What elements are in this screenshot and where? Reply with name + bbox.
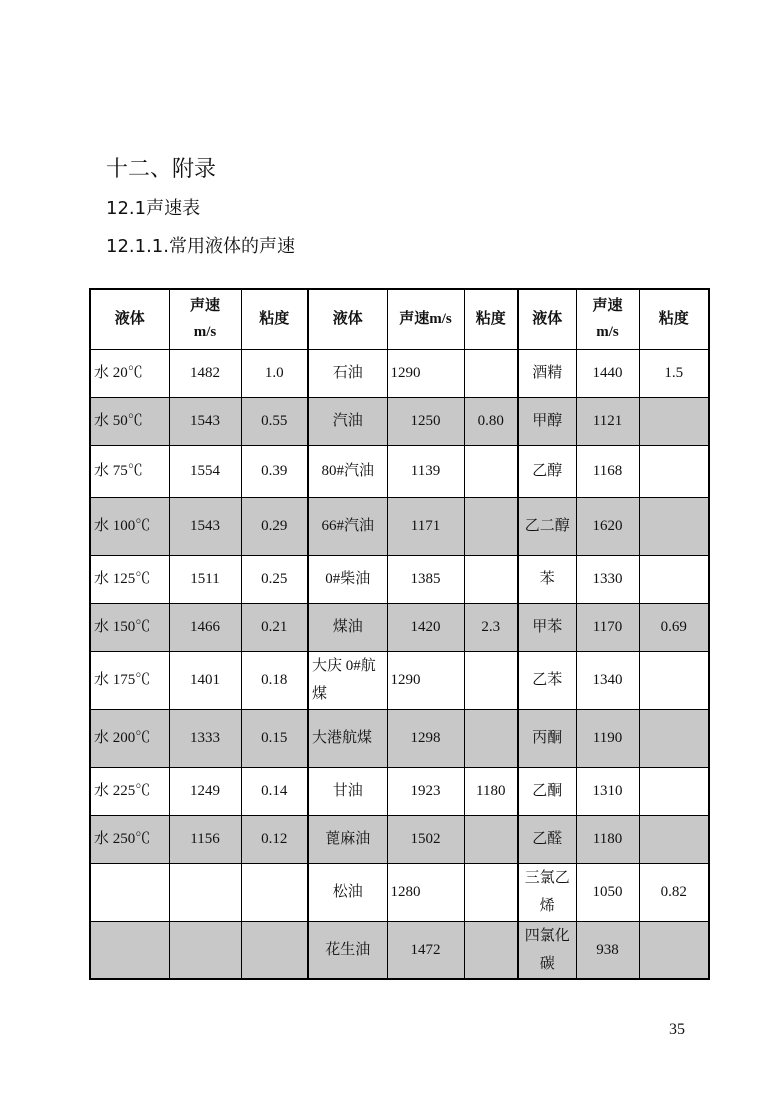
table-cell: 0.14 xyxy=(241,767,308,815)
table-cell xyxy=(241,921,308,979)
table-cell xyxy=(464,349,518,397)
table-cell: 0.82 xyxy=(639,863,709,921)
table-cell xyxy=(464,709,518,767)
table-cell: 1171 xyxy=(387,497,464,555)
table-cell: 1333 xyxy=(169,709,241,767)
table-cell: 66#汽油 xyxy=(308,497,387,555)
table-cell: 石油 xyxy=(308,349,387,397)
table-cell: 1280 xyxy=(387,863,464,921)
table-cell: 1050 xyxy=(576,863,639,921)
sound-speed-table xyxy=(89,288,710,980)
chapter-heading: 十二、附录 xyxy=(106,157,217,182)
table-row xyxy=(90,863,709,921)
table-cell: 甘油 xyxy=(308,767,387,815)
table-cell: 1298 xyxy=(387,709,464,767)
table-cell: 1190 xyxy=(576,709,639,767)
table-cell: 水 20℃ xyxy=(90,349,169,397)
table-cell: 0#柴油 xyxy=(308,555,387,603)
table-cell: 乙醛 xyxy=(518,815,576,863)
table-cell xyxy=(464,863,518,921)
table-cell: 1511 xyxy=(169,555,241,603)
table-cell: 1.5 xyxy=(639,349,709,397)
table-row xyxy=(90,767,709,815)
table-cell: 1620 xyxy=(576,497,639,555)
table-cell: 1168 xyxy=(576,445,639,497)
table-row xyxy=(90,397,709,445)
table-cell xyxy=(90,921,169,979)
table-cell: 1290 xyxy=(387,349,464,397)
table-cell: 汽油 xyxy=(308,397,387,445)
table-cell: 水 175℃ xyxy=(90,651,169,709)
table-cell: 水 125℃ xyxy=(90,555,169,603)
table-cell: 0.39 xyxy=(241,445,308,497)
table-cell: 1340 xyxy=(576,651,639,709)
section-heading: 12.1声速表 xyxy=(106,198,201,219)
header-cell: 液体 xyxy=(308,289,387,349)
table-cell: 1554 xyxy=(169,445,241,497)
table-cell: 1420 xyxy=(387,603,464,651)
table-cell: 乙醇 xyxy=(518,445,576,497)
table-cell xyxy=(639,709,709,767)
table-cell xyxy=(639,497,709,555)
table-cell: 1401 xyxy=(169,651,241,709)
table-cell: 0.55 xyxy=(241,397,308,445)
table-cell: 1.0 xyxy=(241,349,308,397)
table-cell: 1156 xyxy=(169,815,241,863)
table-cell: 1180 xyxy=(464,767,518,815)
table-cell: 1466 xyxy=(169,603,241,651)
table-header-row xyxy=(90,289,709,349)
table-cell: 1543 xyxy=(169,397,241,445)
header-cell: 声速 m/s xyxy=(169,289,241,349)
table-cell: 水 150℃ xyxy=(90,603,169,651)
table-cell: 水 50℃ xyxy=(90,397,169,445)
header-cell: 粘度 xyxy=(241,289,308,349)
table-cell: 乙酮 xyxy=(518,767,576,815)
header-cell: 声速 m/s xyxy=(576,289,639,349)
table-cell: 1250 xyxy=(387,397,464,445)
table-row xyxy=(90,709,709,767)
table-cell: 苯 xyxy=(518,555,576,603)
table-cell xyxy=(169,921,241,979)
header-cell: 液体 xyxy=(518,289,576,349)
table-cell: 0.12 xyxy=(241,815,308,863)
table-cell: 1543 xyxy=(169,497,241,555)
table-cell: 水 100℃ xyxy=(90,497,169,555)
header-cell: 声速m/s xyxy=(387,289,464,349)
table-cell xyxy=(639,397,709,445)
table-cell: 1180 xyxy=(576,815,639,863)
table-cell xyxy=(639,445,709,497)
table-cell: 0.18 xyxy=(241,651,308,709)
header-cell: 液体 xyxy=(90,289,169,349)
table-cell: 煤油 xyxy=(308,603,387,651)
table-cell: 水 250℃ xyxy=(90,815,169,863)
table-cell xyxy=(464,651,518,709)
table-cell: 1385 xyxy=(387,555,464,603)
table-cell: 1249 xyxy=(169,767,241,815)
table-row xyxy=(90,555,709,603)
table-cell: 80#汽油 xyxy=(308,445,387,497)
table-cell: 1290 xyxy=(387,651,464,709)
table-row xyxy=(90,349,709,397)
table-cell xyxy=(464,555,518,603)
table-cell: 0.15 xyxy=(241,709,308,767)
table-cell: 0.21 xyxy=(241,603,308,651)
table-cell: 花生油 xyxy=(308,921,387,979)
table-cell: 0.80 xyxy=(464,397,518,445)
table-cell xyxy=(169,863,241,921)
table-cell: 1472 xyxy=(387,921,464,979)
table-row xyxy=(90,815,709,863)
table-cell: 1923 xyxy=(387,767,464,815)
table-cell: 松油 xyxy=(308,863,387,921)
table-cell: 水 75℃ xyxy=(90,445,169,497)
table-cell: 0.25 xyxy=(241,555,308,603)
table-cell: 酒精 xyxy=(518,349,576,397)
table-cell: 大港航煤 xyxy=(308,709,387,767)
table-row xyxy=(90,497,709,555)
table-cell: 三氯乙烯 xyxy=(518,863,576,921)
table-cell: 水 225℃ xyxy=(90,767,169,815)
table-cell xyxy=(639,651,709,709)
table-cell: 1440 xyxy=(576,349,639,397)
table-cell: 乙二醇 xyxy=(518,497,576,555)
table-cell: 1139 xyxy=(387,445,464,497)
table-cell: 甲苯 xyxy=(518,603,576,651)
subsection-heading: 12.1.1.常用液体的声速 xyxy=(106,236,295,257)
table-cell: 1170 xyxy=(576,603,639,651)
table-row xyxy=(90,921,709,979)
table-cell xyxy=(639,815,709,863)
table-cell xyxy=(464,815,518,863)
table-cell xyxy=(241,863,308,921)
table-row xyxy=(90,603,709,651)
table-cell: 乙苯 xyxy=(518,651,576,709)
table-cell xyxy=(90,863,169,921)
table-cell xyxy=(464,497,518,555)
table-cell: 水 200℃ xyxy=(90,709,169,767)
table-cell xyxy=(464,445,518,497)
table-row xyxy=(90,445,709,497)
table-cell: 2.3 xyxy=(464,603,518,651)
table-cell: 四氯化碳 xyxy=(518,921,576,979)
table-cell: 1502 xyxy=(387,815,464,863)
table-cell xyxy=(639,767,709,815)
table-cell: 蓖麻油 xyxy=(308,815,387,863)
table-cell: 1310 xyxy=(576,767,639,815)
table-cell: 丙酮 xyxy=(518,709,576,767)
table-cell: 0.69 xyxy=(639,603,709,651)
table-cell: 1482 xyxy=(169,349,241,397)
table-cell xyxy=(639,555,709,603)
table-cell: 大庆 0#航煤 xyxy=(308,651,387,709)
table-cell xyxy=(639,921,709,979)
table-cell: 938 xyxy=(576,921,639,979)
page-number: 35 xyxy=(669,1021,685,1038)
table-cell: 0.29 xyxy=(241,497,308,555)
header-cell: 粘度 xyxy=(639,289,709,349)
table-cell: 甲醇 xyxy=(518,397,576,445)
table-cell xyxy=(464,921,518,979)
table-row xyxy=(90,651,709,709)
table-cell: 1330 xyxy=(576,555,639,603)
table-cell: 1121 xyxy=(576,397,639,445)
header-cell: 粘度 xyxy=(464,289,518,349)
